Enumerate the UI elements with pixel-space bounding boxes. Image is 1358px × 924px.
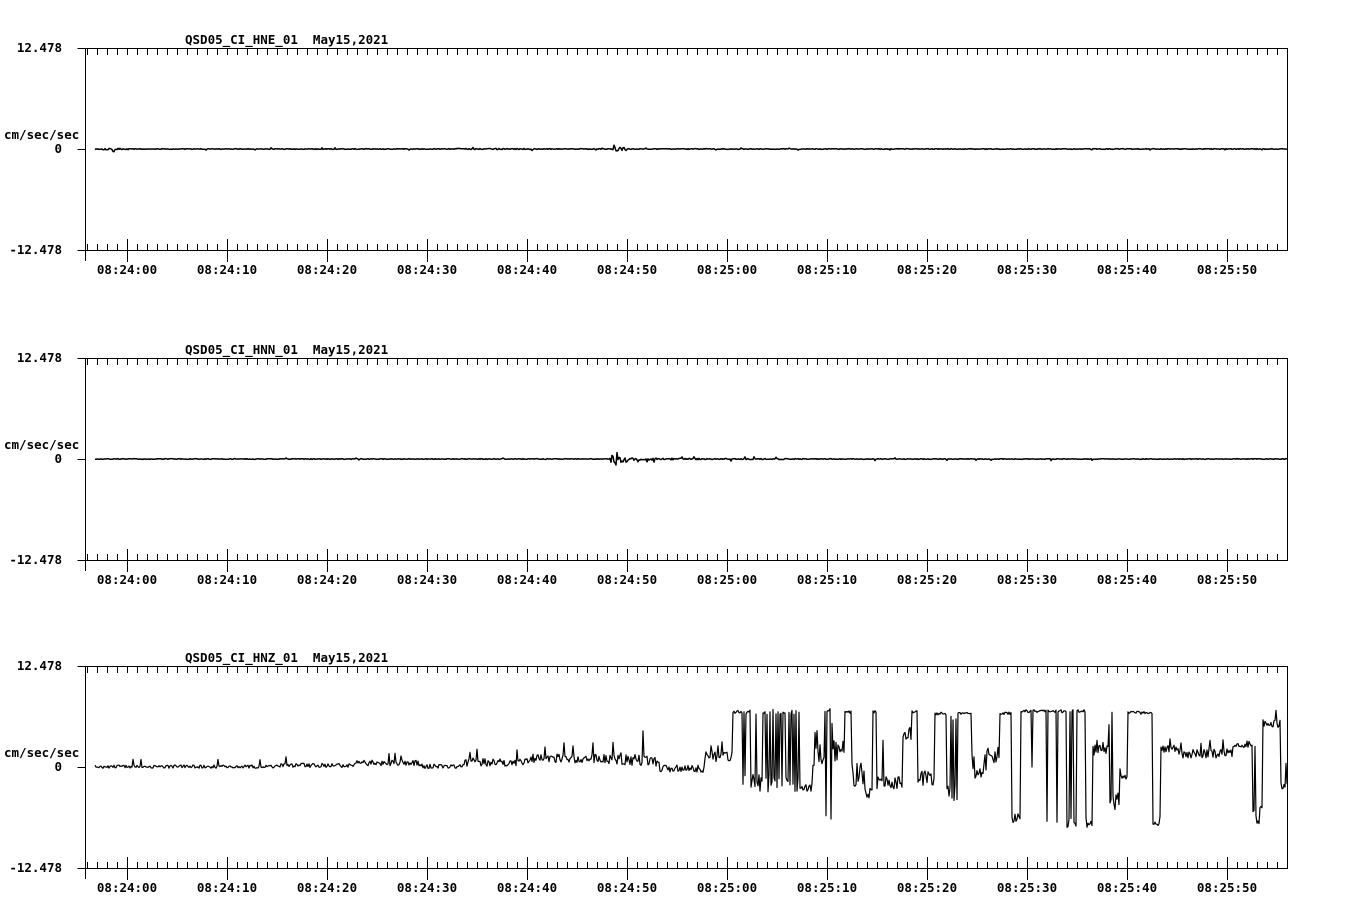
x-tick-label: 08:24:10 (196, 262, 258, 277)
x-tick-label: 08:24:00 (96, 262, 158, 277)
y-tick-label-min: -12.478 (9, 552, 62, 567)
x-tick-label: 08:24:50 (596, 262, 658, 277)
x-tick-label: 08:24:40 (496, 572, 558, 587)
waveform-trace-QSD05_CI_HNN_01 (95, 453, 1287, 465)
y-tick-label-min: -12.478 (9, 860, 62, 875)
y-tick-label-max: 12.478 (16, 350, 62, 365)
x-tick-label: 08:24:20 (296, 880, 358, 895)
x-tick-label: 08:25:00 (696, 572, 758, 587)
x-tick-label: 08:25:10 (796, 262, 858, 277)
y-tick-label-zero: 0 (54, 759, 62, 774)
x-tick-label: 08:25:00 (696, 880, 758, 895)
x-tick-label: 08:24:10 (196, 572, 258, 587)
x-tick-label: 08:24:50 (596, 572, 658, 587)
x-tick-label: 08:25:50 (1196, 262, 1258, 277)
x-tick-label: 08:24:40 (496, 262, 558, 277)
x-tick-label: 08:24:30 (396, 880, 458, 895)
x-tick-label: 08:24:30 (396, 262, 458, 277)
waveform-trace-QSD05_CI_HNE_01 (95, 145, 1287, 152)
panel-title: QSD05_CI_HNE_01 May15,2021 (185, 32, 389, 47)
x-tick-label: 08:25:10 (796, 880, 858, 895)
x-tick-label: 08:25:30 (996, 572, 1058, 587)
axis-ticks (78, 667, 1278, 881)
x-tick-label: 08:24:50 (596, 880, 658, 895)
panel-title: QSD05_CI_HNN_01 May15,2021 (185, 342, 389, 357)
x-tick-label: 08:25:30 (996, 880, 1058, 895)
x-tick-label: 08:25:30 (996, 262, 1058, 277)
x-tick-label: 08:24:00 (96, 572, 158, 587)
x-tick-label: 08:25:50 (1196, 880, 1258, 895)
y-tick-label-zero: 0 (54, 141, 62, 156)
y-axis-unit-label: cm/sec/sec (4, 745, 80, 760)
x-tick-label: 08:24:10 (196, 880, 258, 895)
x-tick-label: 08:24:30 (396, 572, 458, 587)
x-tick-label: 08:24:40 (496, 880, 558, 895)
x-tick-label: 08:25:20 (896, 572, 958, 587)
x-tick-label: 08:24:20 (296, 572, 358, 587)
y-tick-label-zero: 0 (54, 451, 62, 466)
x-tick-label: 08:25:20 (896, 262, 958, 277)
y-axis-unit-label: cm/sec/sec (4, 127, 80, 142)
y-tick-label-min: -12.478 (9, 242, 62, 257)
x-tick-label: 08:25:10 (796, 572, 858, 587)
x-tick-label: 08:25:40 (1096, 572, 1158, 587)
x-tick-label: 08:24:20 (296, 262, 358, 277)
x-tick-label: 08:25:40 (1096, 880, 1158, 895)
x-tick-label: 08:25:50 (1196, 572, 1258, 587)
y-tick-label-max: 12.478 (16, 658, 62, 673)
x-tick-label: 08:25:40 (1096, 262, 1158, 277)
axis-ticks (78, 359, 1278, 573)
axis-ticks (78, 49, 1278, 263)
x-tick-label: 08:24:00 (96, 880, 158, 895)
y-axis-unit-label: cm/sec/sec (4, 437, 80, 452)
y-tick-label-max: 12.478 (16, 40, 62, 55)
panel-title: QSD05_CI_HNZ_01 May15,2021 (185, 650, 389, 665)
x-tick-label: 08:25:20 (896, 880, 958, 895)
waveform-trace-QSD05_CI_HNZ_01 (95, 709, 1287, 828)
panel-frame-QSD05_CI_HNZ_01 (86, 667, 1288, 869)
x-tick-label: 08:25:00 (696, 262, 758, 277)
